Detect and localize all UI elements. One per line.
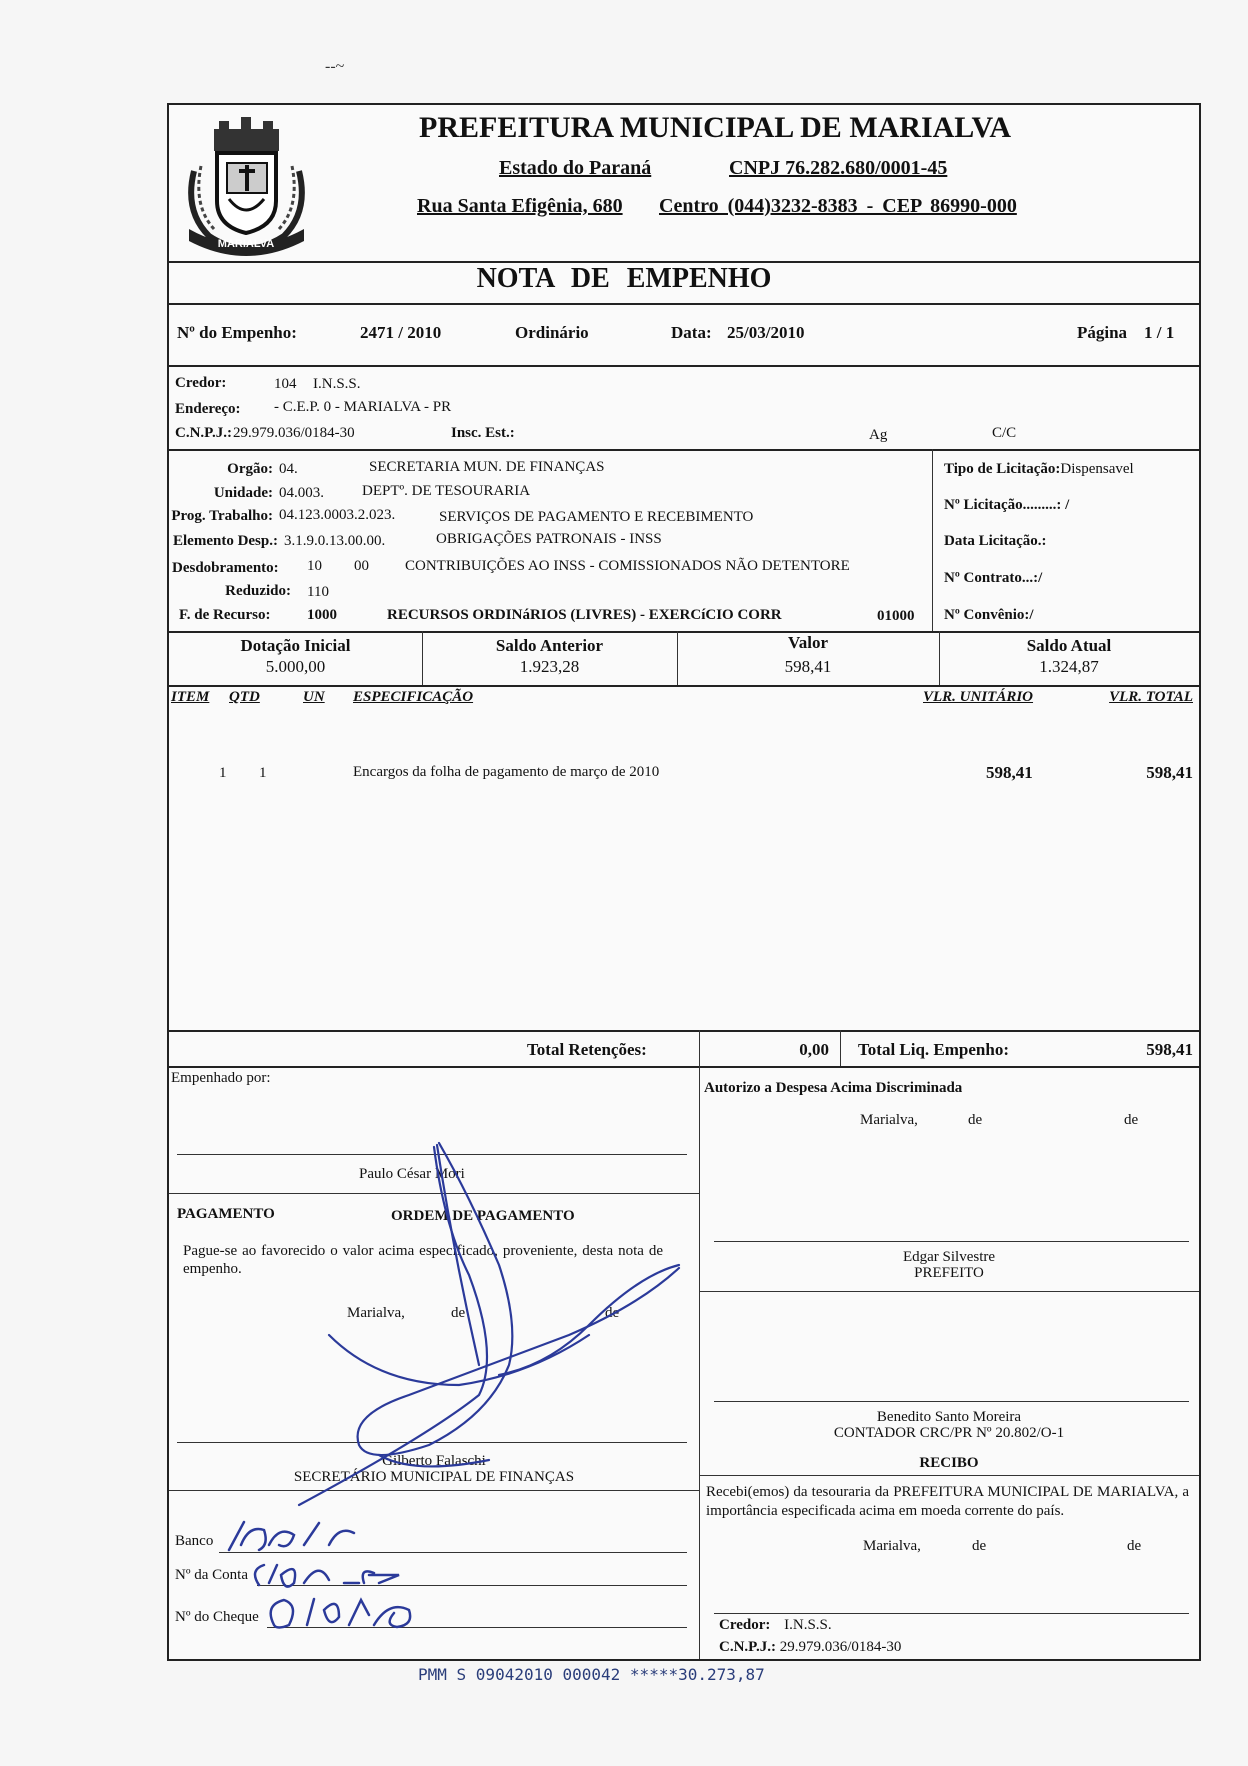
pagamento-city: Marialva,: [347, 1305, 405, 1321]
licitacao-numero: Nº Licitação.........: /: [944, 497, 1070, 513]
recibo-de-2: de: [1127, 1538, 1142, 1554]
page-number: 1 / 1: [1144, 323, 1175, 342]
recibo-credor: [719, 1617, 832, 1634]
document-title: NOTA DE EMPENHO: [476, 263, 772, 294]
recibo-de-1: de: [972, 1538, 987, 1554]
elemento-code: 3.1.9.0.13.00.00.: [284, 533, 386, 549]
col-vlr-unitario: VLR. UNITÁRIO: [923, 689, 1034, 705]
scan-mark: ‑‑~: [325, 58, 345, 75]
credor-label: Credor:: [175, 375, 227, 391]
dotacao-value: 5.000,00: [265, 657, 326, 676]
autorizo-de-2: de: [1124, 1112, 1139, 1128]
elemento-label: Elemento Desp.:: [173, 533, 278, 549]
municipal-crest-icon: [179, 111, 314, 261]
reduzido-value: 110: [307, 584, 329, 600]
cc-label: C/C: [992, 425, 1017, 441]
conta-label: Nº da Conta: [175, 1567, 248, 1583]
prefeitura-cnpj: CNPJ 76.282.680/0001-45: [729, 157, 948, 179]
credor-code: 104: [274, 376, 297, 392]
empenho-date: 25/03/2010: [727, 323, 805, 342]
orgao-label: Orgão:: [227, 461, 273, 477]
unidade-code: 04.003.: [279, 485, 324, 501]
pagamento-text: Pague-se ao favorecido o valor acima especificado, proveniente, desta nota de empenho.: [183, 1243, 663, 1277]
cheque-label: Nº do Cheque: [175, 1609, 259, 1625]
col-vlr-total: VLR. TOTAL: [1109, 689, 1193, 705]
recibo-cnpj-value: 29.979.036/0184-30: [779, 1639, 902, 1655]
svg-text:MARIALVA: MARIALVA: [217, 238, 275, 250]
desdobramento-label: Desdobramento:: [172, 560, 279, 576]
unidade-label: Unidade:: [213, 485, 273, 501]
contador-title: CONTADOR CRC/PR Nº 20.802/O-1: [833, 1425, 1065, 1441]
elemento-name: OBRIGAÇÕES PATRONAIS - INSS: [436, 531, 662, 547]
desdobramento-a: 10: [307, 558, 322, 574]
total-liquido-label: Total Liq. Empenho:: [858, 1040, 1009, 1059]
recurso-name: RECURSOS ORDINáRIOS (LIVRES) - EXERCíCIO CORR: [387, 607, 782, 623]
saldo-anterior-label: Saldo Anterior: [495, 636, 604, 655]
empenho-type: Ordinário: [515, 323, 589, 342]
orgao-name: SECRETARIA MUN. DE FINANÇAS: [369, 459, 605, 475]
banco-label: Banco: [175, 1533, 214, 1549]
address-contact: Centro (044)3232-8383 - CEP 86990-000: [659, 195, 1017, 217]
desdobramento-name: CONTRIBUIÇÕES AO INSS - COMISSIONADOS NÃO DETENTORE: [405, 558, 850, 574]
recurso-label: F. de Recurso:: [179, 607, 271, 623]
recibo-cnpj: [719, 1639, 901, 1656]
saldo-anterior-value: 1.923,28: [519, 657, 580, 676]
licitacao-tipo: [944, 461, 1134, 478]
ordem-pagamento-label: ORDEM DE PAGAMENTO: [391, 1208, 575, 1224]
page-title: PREFEITURA MUNICIPAL DE MARIALVA: [419, 111, 1012, 144]
prefeito-name: Edgar Silvestre: [902, 1249, 996, 1265]
valor-value: 598,41: [784, 657, 832, 676]
empenho-date-label: Data:: [671, 323, 712, 342]
secretario-name: Gilberto Falaschi: [382, 1453, 486, 1469]
item-number: 1: [219, 765, 227, 781]
credor-address: - C.E.P. 0 - MARIALVA - PR: [274, 399, 452, 415]
orgao-code: 04.: [279, 461, 298, 477]
pagamento-de-2: de: [605, 1305, 620, 1321]
prog-trabalho-label: Prog. Trabalho:: [171, 508, 273, 524]
recibo-text: Recebi(emos) da tesouraria da PREFEITURA MUNICIPAL DE MARIALVA, a importância especificada acima em moeda corrente do país.: [706, 1484, 1189, 1519]
item-unit-value: 598,41: [986, 763, 1033, 782]
reduzido-label: Reduzido:: [225, 583, 291, 599]
total-liquido-value: 598,41: [1146, 1040, 1193, 1059]
address-street: Rua Santa Efigênia, 680: [417, 195, 623, 217]
contador-name: Benedito Santo Moreira: [876, 1409, 1022, 1425]
item-description: Encargos da folha de pagamento de março de 2010: [353, 764, 660, 780]
empenho-number-label: Nº do Empenho:: [177, 323, 297, 342]
recibo-credor-value: I.N.S.S.: [784, 1617, 832, 1633]
licitacao-data: Data Licitação.:: [944, 533, 1047, 549]
recibo-city: Marialva,: [863, 1538, 921, 1554]
col-un: UN: [303, 689, 325, 705]
saldo-atual-label: Saldo Atual: [1026, 636, 1112, 655]
desdobramento-b: 00: [354, 558, 369, 574]
autorizo-label: Autorizo a Despesa Acima Discriminada: [704, 1080, 963, 1096]
recibo-label: RECIBO: [919, 1455, 979, 1471]
pagamento-label: PAGAMENTO: [177, 1206, 275, 1222]
unidade-name: DEPTº. DE TESOURARIA: [362, 483, 531, 499]
prog-trabalho-name: SERVIÇOS DE PAGAMENTO E RECEBIMENTO: [439, 509, 754, 525]
prefeito-title: PREFEITO: [914, 1265, 984, 1281]
state-label: Estado do Paraná: [499, 157, 652, 179]
recibo-cnpj-label: C.N.P.J.:: [719, 1639, 776, 1655]
item-qtd: 1: [259, 765, 267, 781]
credor-cnpj: 29.979.036/0184-30: [233, 425, 355, 441]
autorizo-city: Marialva,: [860, 1112, 918, 1128]
col-item: ITEM: [171, 689, 210, 705]
saldo-atual-value: 1.324,87: [1039, 657, 1099, 676]
credor-name: I.N.S.S.: [313, 376, 361, 392]
empenhado-signer: Paulo César Mori: [359, 1166, 465, 1182]
col-especificacao: ESPECIFICAÇÃO: [353, 689, 474, 705]
recurso-code-2: 01000: [877, 608, 915, 624]
col-qtd: QTD: [229, 689, 260, 705]
total-retencoes-value: 0,00: [799, 1040, 829, 1059]
empenho-number: 2471 / 2010: [360, 323, 442, 342]
footer-print-code: PMM S 09042010 000042 *****30.273,87: [418, 1665, 765, 1684]
insc-est-label: Insc. Est.:: [451, 425, 515, 441]
recurso-code: 1000: [307, 607, 337, 623]
nota-de-empenho-form: [167, 103, 1201, 1661]
autorizo-de-1: de: [968, 1112, 983, 1128]
recibo-credor-label: Credor:: [719, 1617, 771, 1633]
convenio-numero: Nº Convênio:/: [944, 607, 1034, 623]
prog-trabalho-code: 04.123.0003.2.023.: [279, 507, 396, 523]
page-label: Página: [1077, 323, 1128, 342]
licitacao-tipo-value: Dispensavel: [1060, 461, 1134, 477]
empenhado-label: Empenhado por:: [171, 1070, 271, 1086]
ag-label: Ag: [869, 427, 888, 443]
secretario-title: SECRETÁRIO MUNICIPAL DE FINANÇAS: [293, 1469, 575, 1485]
item-total-value: 598,41: [1146, 763, 1193, 782]
contrato-numero: Nº Contrato...:/: [944, 570, 1043, 586]
licitacao-tipo-label: Tipo de Licitação:: [944, 461, 1061, 477]
valor-label: Valor: [788, 633, 828, 652]
cnpj-label: C.N.P.J.:: [175, 425, 232, 441]
total-retencoes-label: Total Retenções:: [527, 1040, 647, 1059]
pagamento-de-1: de: [451, 1305, 466, 1321]
dotacao-label: Dotação Inicial: [240, 636, 351, 655]
endereco-label: Endereço:: [175, 401, 241, 417]
